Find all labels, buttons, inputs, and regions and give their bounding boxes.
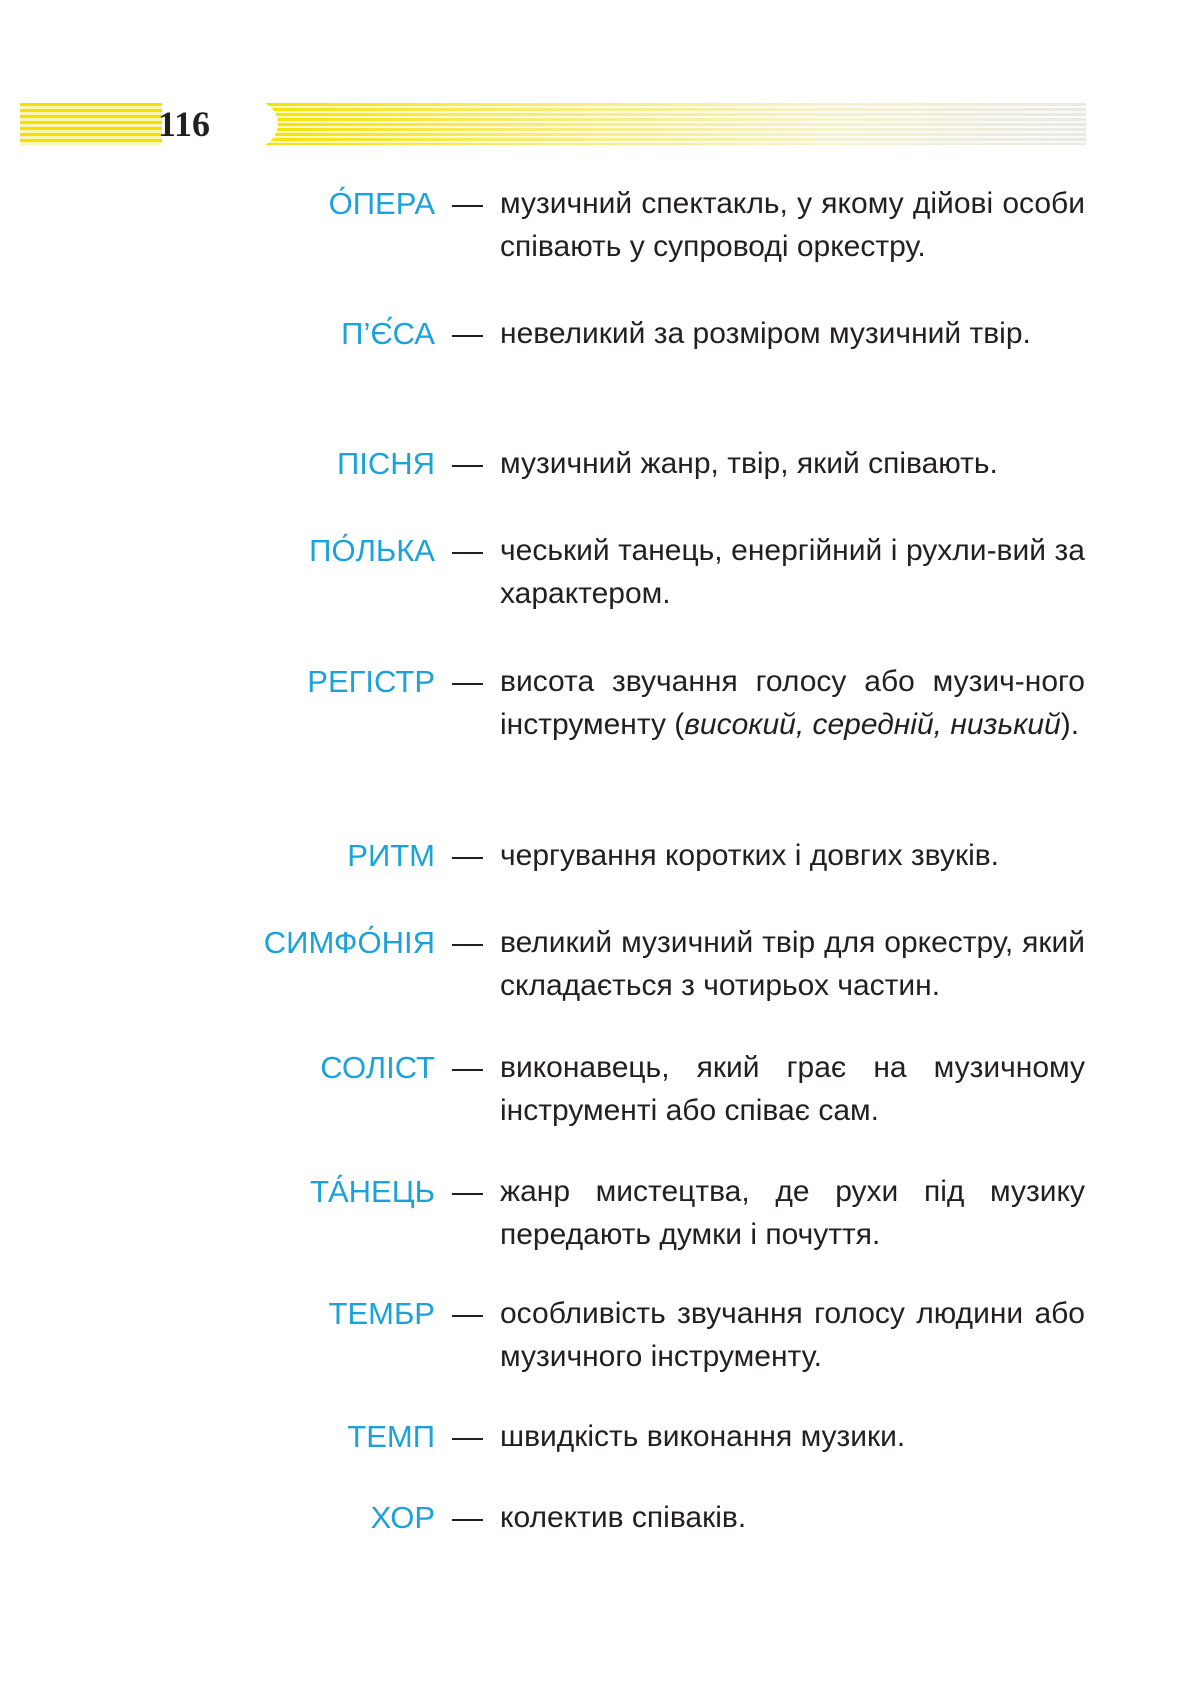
glossary-definition: чергування коротких і довгих звуків. [500, 839, 1000, 872]
glossary-term: П’Є́СА [341, 316, 435, 351]
definition-italic-text: високий, середній, низький [684, 708, 1061, 741]
glossary-definition: жанр мистецтва, де рухи під музику передають думки і почуття. [500, 1175, 1085, 1251]
glossary-definition: швидкість виконання музики. [500, 1420, 906, 1453]
em-dash: — [452, 664, 483, 699]
em-dash: — [452, 1500, 483, 1535]
glossary-term: СИМФО́НІЯ [263, 925, 435, 960]
glossary-definition: колектив співаків. [500, 1501, 747, 1534]
em-dash: — [452, 925, 483, 960]
glossary-definition: виконавець, який грає на музичному інструменті або співає сам. [500, 1051, 1085, 1127]
glossary-term: РИТМ [347, 838, 435, 873]
em-dash: — [452, 316, 483, 351]
em-dash: — [452, 1419, 483, 1454]
glossary-term: ПО́ЛЬКА [309, 533, 435, 568]
definition-text-end: ). [1060, 708, 1080, 741]
em-dash: — [452, 1296, 483, 1331]
glossary-definition: великий музичний твір для оркестру, який складається з чотирьох частин. [500, 926, 1085, 1002]
glossary-definition: невеликий за розміром музичний твір. [500, 317, 1031, 350]
glossary-definition: музичний спектакль, у якому дійові особи співають у супроводі оркестру. [500, 187, 1085, 263]
glossary-definition: особливість звучання голосу людини або музичного інструменту. [500, 1297, 1085, 1373]
glossary-term: ТЕМБР [328, 1296, 435, 1331]
glossary-term: ТЕМП [347, 1419, 435, 1454]
glossary-definition [500, 660, 1085, 746]
glossary-definition: чеський танець, енергійний і рухли-вий за характером. [500, 534, 1085, 610]
glossary-term: ХОР [370, 1500, 435, 1535]
glossary-term: ТА́НЕЦЬ [310, 1174, 435, 1209]
em-dash: — [452, 1050, 483, 1085]
glossary-term: ПІСНЯ [336, 446, 435, 481]
page-number: 116 [158, 104, 211, 144]
glossary-term: СОЛІСТ [320, 1050, 435, 1085]
em-dash: — [452, 446, 483, 481]
em-dash: — [452, 1174, 483, 1209]
glossary-term: О́ПЕРА [328, 186, 435, 221]
em-dash: — [452, 533, 483, 568]
glossary-term: РЕГІСТР [307, 664, 435, 699]
definition-text: висота звучання голосу або музич-ного інструменту ( [500, 665, 1085, 741]
em-dash: — [452, 186, 483, 221]
glossary-definition: музичний жанр, твір, який співають. [500, 447, 998, 480]
em-dash: — [452, 838, 483, 873]
